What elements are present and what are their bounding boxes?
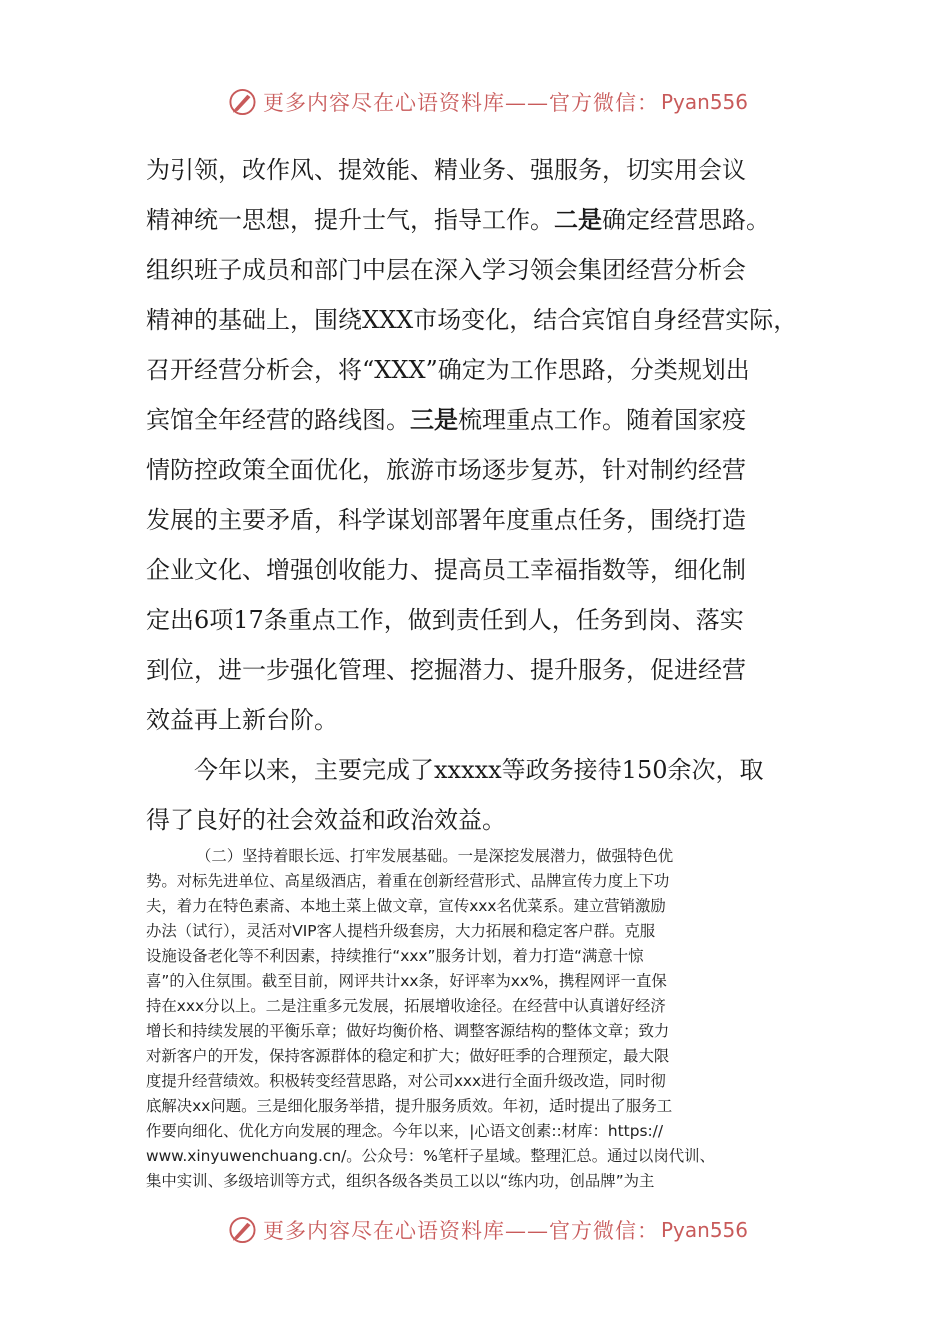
text-line: 精神的基础上，围绕XXX市场变化，结合宾馆自身经营实际， <box>146 306 798 334</box>
text-segment: 梳理重点工作。随着国家疫 <box>458 406 746 434</box>
emphasis-san-shi: 三是 <box>410 405 458 434</box>
text-line: 企业文化、增强创收能力、提高员工幸福指数等，细化制 <box>146 556 746 584</box>
text-line: 组织班子成员和部门中层在深入学习领会集团经营分析会 <box>146 256 746 284</box>
banner-text: 更多内容尽在心语资料库——官方微信： <box>262 1219 659 1243</box>
banner-text: 更多内容尽在心语资料库——官方微信： <box>262 91 659 115</box>
banner-wechat-id: Pyan556 <box>660 90 748 114</box>
small-text-line: 集中实训、多级培训等方式，组织各级各类员工以以“练内功，创品牌”为主 <box>146 1172 655 1190</box>
text-segment: 精神统一思想，提升士气，指导工作。 <box>146 206 554 234</box>
text-segment: 宾馆全年经营的路线图。 <box>146 406 410 434</box>
small-text-line: 势。对标先进单位、高星级酒店，着重在创新经营形式、品牌宣传力度上下功 <box>146 872 670 890</box>
small-text-line: www.xinyuwenchuang.cn/。公众号：%笔杆子星域。整理汇总。通过以岗代训、 <box>146 1147 715 1165</box>
small-text-line: 作要向细化、优化方向发展的理念。今年以来，|心语文创素::材库：https:// <box>146 1122 664 1140</box>
small-text-line: 办法（试行），灵活对VIP客人提档升级套房，大力拓展和稳定客户群。克服 <box>146 922 656 940</box>
text-line: 发展的主要矛盾，科学谋划部署年度重点任务，围绕打造 <box>146 506 746 534</box>
pen-logo-icon <box>228 1212 257 1248</box>
small-text-line: （二）坚持着眼长远、打牢发展基础。一是深挖发展潜力，做强特色优 <box>196 847 674 865</box>
text-line <box>146 205 770 235</box>
small-text-line: 持在xxx分以上。二是注重多元发展，拓展增收途径。在经营中认真谱好经济 <box>146 997 666 1015</box>
small-text-line: 度提升经营绩效。积极转变经营思路，对公司xxx进行全面升级改造，同时彻 <box>146 1072 666 1090</box>
text-line: 情防控政策全面优化，旅游市场逐步复苏，针对制约经营 <box>146 456 746 484</box>
text-line <box>146 405 746 435</box>
small-text-line: 夫，着力在特色素斋、本地土菜上做文章，宣传xxx名优菜系。建立营销激励 <box>146 897 666 915</box>
header-banner <box>228 82 748 122</box>
small-text-line: 对新客户的开发，保持客源群体的稳定和扩大；做好旺季的合理预定，最大限 <box>146 1047 670 1065</box>
text-line: 为引领，改作风、提效能、精业务、强服务，切实用会议 <box>146 156 746 184</box>
text-line: 今年以来，主要完成了xxxxx等政务接待150余次，取 <box>194 756 764 784</box>
small-text-line: 喜”的入住氛围。截至目前，网评共计xx条，好评率为xx%，携程网评一直保 <box>146 972 667 990</box>
small-text-line: 增长和持续发展的平衡乐章；做好均衡价格、调整客源结构的整体文章；致力 <box>146 1022 670 1040</box>
text-line: 定出6项17条重点工作，做到责任到人，任务到岗、落实 <box>146 606 744 634</box>
text-line: 到位，进一步强化管理、挖掘潜力、提升服务，促进经营 <box>146 656 746 684</box>
banner-wechat-id: Pyan556 <box>660 1218 748 1242</box>
small-text-line: 底解决xx问题。三是细化服务举措，提升服务质效。年初，适时提出了服务工 <box>146 1097 673 1115</box>
footer-banner <box>228 1210 748 1250</box>
text-line: 效益再上新台阶。 <box>146 706 338 734</box>
text-segment: 确定经营思路。 <box>602 206 770 234</box>
small-text-line: 设施设备老化等不利因素，持续推行“xxx”服务计划，着力打造“满意十惊 <box>146 947 644 965</box>
emphasis-er-shi: 二是 <box>554 205 602 234</box>
text-line: 召开经营分析会，将“XXX”确定为工作思路，分类规划出 <box>146 356 750 384</box>
text-line: 得了良好的社会效益和政治效益。 <box>146 806 506 834</box>
pen-logo-icon <box>228 84 257 120</box>
